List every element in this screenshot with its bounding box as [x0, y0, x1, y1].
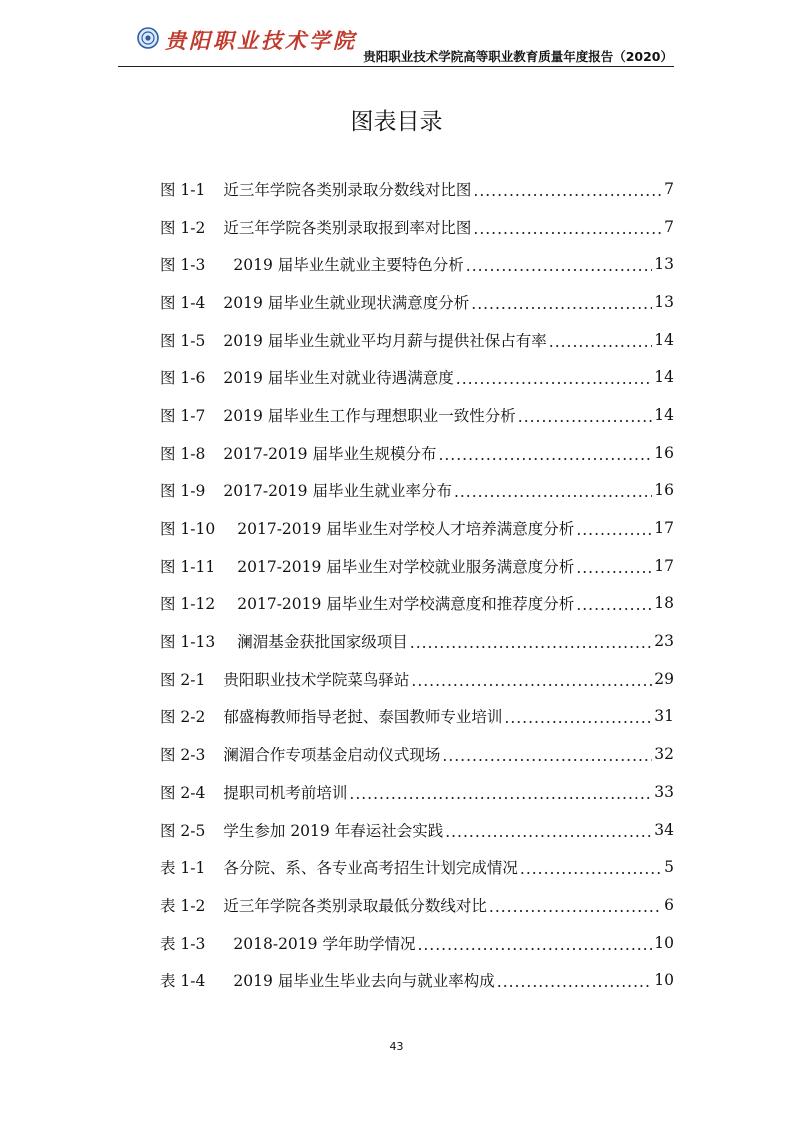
- toc-leader-dots: [349, 785, 652, 803]
- toc-entry-label: 图 1-4: [160, 293, 206, 312]
- toc-entry-title: 2019 届毕业生就业主要特色分析: [233, 256, 464, 275]
- toc-entry-page: 7: [664, 179, 674, 198]
- toc-leader-dots: [471, 295, 652, 313]
- header-divider: [118, 66, 674, 67]
- toc-entry[interactable]: [160, 660, 674, 698]
- toc-entry[interactable]: [160, 585, 674, 623]
- toc-entry-title: 2019 届毕业生对就业待遇满意度: [223, 369, 454, 388]
- toc-entry-label: 表 1-4: [160, 972, 206, 991]
- toc-leader-dots: [445, 823, 652, 841]
- toc-entry-title: 贵阳职业技术学院菜鸟驿站: [223, 670, 410, 689]
- toc-entry-page: 17: [654, 519, 674, 538]
- toc-entry-page: 13: [654, 255, 674, 274]
- toc-entry-title: 学生参加 2019 年春运社会实践: [223, 821, 444, 840]
- report-title: 贵阳职业技术学院高等职业教育质量年度报告（2020）: [363, 49, 673, 64]
- toc-leader-dots: [576, 521, 652, 539]
- toc-entry-label: 图 1-12: [160, 595, 216, 614]
- toc-entry[interactable]: [160, 283, 674, 321]
- toc-entry-title: 2017-2019 届毕业生规模分布: [223, 444, 437, 463]
- toc-entry-label: 图 2-4: [160, 783, 206, 802]
- toc-leader-dots: [549, 333, 653, 351]
- toc-entry-title: 澜湄基金获批国家级项目: [237, 633, 408, 652]
- toc-entry-label: 图 1-10: [160, 520, 216, 539]
- toc-leader-dots: [504, 709, 652, 727]
- toc-entry[interactable]: [160, 735, 674, 773]
- toc-entry-title: 2017-2019 届毕业生就业率分布: [223, 482, 452, 501]
- toc-entry[interactable]: [160, 924, 674, 962]
- toc-entry-page: 34: [654, 820, 674, 839]
- toc-leader-dots: [411, 672, 652, 690]
- toc-entry-label: 图 1-9: [160, 482, 206, 501]
- toc-entry-label: 图 2-5: [160, 821, 206, 840]
- toc-entry-page: 7: [664, 217, 674, 236]
- toc-entry[interactable]: [160, 961, 674, 999]
- toc-entry[interactable]: [160, 396, 674, 434]
- toc-entry[interactable]: [160, 434, 674, 472]
- toc-entry-page: 29: [654, 669, 674, 688]
- toc-entry-label: 图 1-3: [160, 256, 206, 275]
- toc-leader-dots: [473, 220, 662, 238]
- toc-entry-page: 6: [664, 895, 674, 914]
- toc-entry-page: 14: [654, 405, 674, 424]
- toc-entry-label: 图 1-2: [160, 218, 206, 237]
- toc-entry[interactable]: [160, 773, 674, 811]
- toc-entry-label: 图 2-2: [160, 708, 206, 727]
- toc-entry-page: 14: [654, 330, 674, 349]
- toc-leader-dots: [442, 747, 652, 765]
- toc-entry-title: 2017-2019 届毕业生对学校满意度和推荐度分析: [237, 595, 575, 614]
- toc-leader-dots: [454, 483, 652, 501]
- toc-leader-dots: [489, 898, 662, 916]
- toc-entry-label: 图 1-7: [160, 406, 206, 425]
- toc-entry[interactable]: [160, 886, 674, 924]
- toc-entry[interactable]: [160, 622, 674, 660]
- toc-entry-title: 2017-2019 届毕业生对学校就业服务满意度分析: [237, 557, 575, 576]
- toc-leader-dots: [417, 936, 652, 954]
- toc-entry-title: 2019 届毕业生毕业去向与就业率构成: [233, 972, 495, 991]
- toc-entry[interactable]: [160, 547, 674, 585]
- toc-entry-label: 表 1-1: [160, 859, 206, 878]
- toc-entry-page: 23: [654, 632, 674, 651]
- toc-entry-title: 澜湄合作专项基金启动仪式现场: [223, 746, 441, 765]
- toc-entry-label: 图 2-3: [160, 746, 206, 765]
- page-header: [0, 0, 793, 70]
- toc-entry[interactable]: [160, 245, 674, 283]
- toc-entry-page: 16: [654, 481, 674, 500]
- toc-leader-dots: [473, 182, 662, 200]
- toc-leader-dots: [438, 446, 652, 464]
- page-title: 图表目录: [350, 109, 443, 135]
- toc-entry-title: 2018-2019 学年助学情况: [233, 934, 416, 953]
- toc-entry-label: 表 1-2: [160, 896, 206, 915]
- toc-entry-page: 33: [654, 782, 674, 801]
- toc-entry-label: 图 1-13: [160, 633, 216, 652]
- toc-entry-label: 图 2-1: [160, 670, 206, 689]
- toc-entry-page: 32: [654, 745, 674, 764]
- toc-entry-page: 18: [654, 594, 674, 613]
- toc-entry[interactable]: [160, 848, 674, 886]
- toc-leader-dots: [576, 559, 652, 577]
- toc-leader-dots: [410, 634, 653, 652]
- toc-entry-title: 提职司机考前培训: [223, 783, 348, 802]
- toc-entry-label: 图 1-6: [160, 369, 206, 388]
- toc-entry-title: 近三年学院各类别录取最低分数线对比: [223, 896, 487, 915]
- toc-leader-dots: [520, 860, 662, 878]
- page-number: 43: [389, 1040, 404, 1053]
- toc-leader-dots: [576, 596, 652, 614]
- toc-entry-title: 2019 届毕业生就业平均月薪与提供社保占有率: [223, 331, 547, 350]
- toc-entry[interactable]: [160, 321, 674, 359]
- toc-entry[interactable]: [160, 811, 674, 849]
- toc-entry[interactable]: [160, 358, 674, 396]
- toc-entry[interactable]: [160, 170, 674, 208]
- toc-entry[interactable]: [160, 472, 674, 510]
- toc-entry-title: 郁盛梅教师指导老挝、泰国教师专业培训: [223, 708, 503, 727]
- toc-leader-dots: [518, 408, 653, 426]
- school-logo-text: 贵阳职业技术学院: [165, 28, 357, 53]
- toc-entry-label: 图 1-1: [160, 180, 206, 199]
- toc-entry-page: 13: [654, 292, 674, 311]
- toc-leader-dots: [466, 257, 653, 275]
- toc-list: [160, 170, 674, 999]
- toc-entry-label: 表 1-3: [160, 934, 206, 953]
- toc-entry[interactable]: [160, 698, 674, 736]
- toc-entry-page: 14: [654, 368, 674, 387]
- toc-entry-label: 图 1-8: [160, 444, 206, 463]
- toc-entry-label: 图 1-5: [160, 331, 206, 350]
- toc-leader-dots: [456, 370, 653, 388]
- toc-entry-page: 31: [654, 707, 674, 726]
- toc-entry-title: 近三年学院各类别录取报到率对比图: [223, 218, 472, 237]
- toc-entry-page: 10: [654, 971, 674, 990]
- toc-entry-title: 近三年学院各类别录取分数线对比图: [223, 180, 472, 199]
- toc-entry-page: 17: [654, 556, 674, 575]
- toc-entry[interactable]: [160, 509, 674, 547]
- toc-leader-dots: [497, 973, 653, 991]
- toc-entry-title: 2017-2019 届毕业生对学校人才培养满意度分析: [237, 520, 575, 539]
- toc-entry-title: 2019 届毕业生工作与理想职业一致性分析: [223, 406, 516, 425]
- school-emblem-icon: [137, 27, 159, 49]
- toc-entry-page: 16: [654, 443, 674, 462]
- toc-entry-label: 图 1-11: [160, 557, 216, 576]
- toc-entry[interactable]: [160, 208, 674, 246]
- toc-entry-title: 各分院、系、各专业高考招生计划完成情况: [223, 859, 518, 878]
- toc-entry-page: 5: [664, 858, 674, 877]
- toc-entry-page: 10: [654, 933, 674, 952]
- toc-entry-title: 2019 届毕业生就业现状满意度分析: [223, 293, 470, 312]
